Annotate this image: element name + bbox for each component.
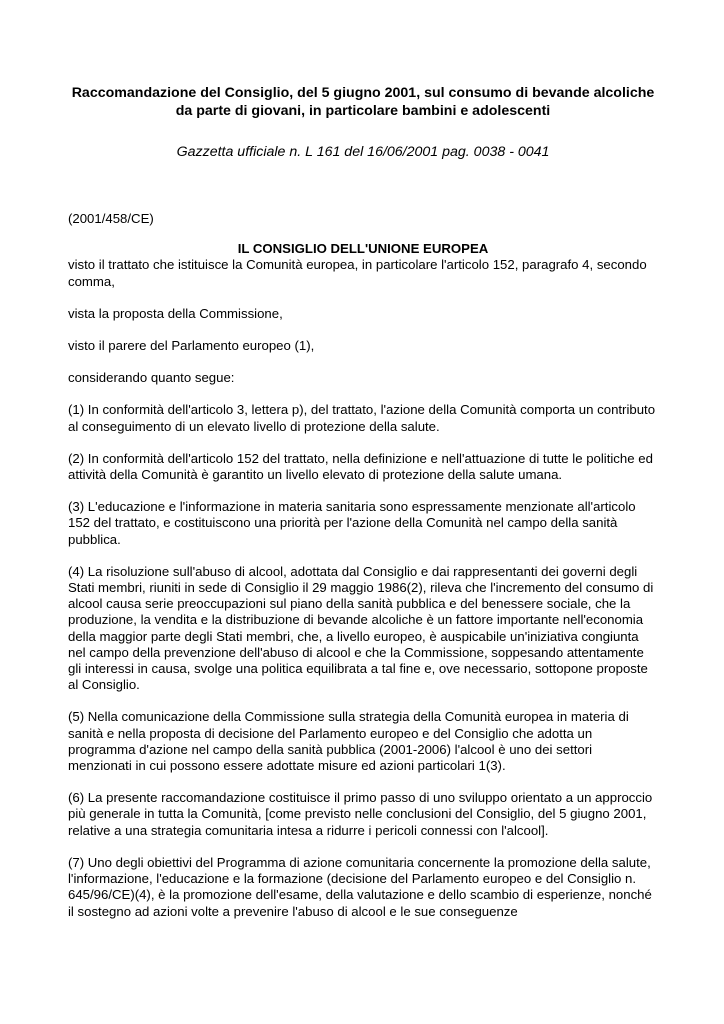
intro-paragraph: considerando quanto segue:	[68, 370, 235, 386]
recital-paragraph: (4) La risoluzione sull'abuso di alcool, adottata dal Consiglio e dai rappresentanti dei governi degli Stati membri, riuniti in sede di Consiglio il 29 maggio 1986(2), rileva che l'incremento del consumo di alcool causa serie preoccupazioni sul piano della sanità pubblica e del benessere sociale, che la produzione, la vendita e la distribuzione di bevande alcoliche è un fattore importante nell'economia della maggior parte degli Stati membri, che, a livello europeo, è auspicabile un'iniziativa congiunta nel campo della prevenzione dell'abuso di alcool e che la Commissione, soppesando attentamente gli interessi in causa, svolge una politica equilibrata a tal fine e, ove necessario, sottopone proposte al Consiglio.	[68, 563, 654, 693]
intro-paragraph: visto il parere del Parlamento europeo (1),	[68, 338, 315, 354]
document-source: Gazzetta ufficiale n. L 161 del 16/06/2001 pag. 0038 - 0041	[176, 144, 550, 160]
recital-paragraph: (3) L'educazione e l'informazione in materia sanitaria sono espressamente menzionate all'articolo 152 del trattato, e costituiscono una priorità per l'azione della Comunità nel campo della sanità pubblica.	[68, 499, 636, 547]
recital-paragraph: (6) La presente raccomandazione costituisce il primo passo di uno sviluppo orientato a un approccio più generale in tutta la Comunità, [come previsto nelle conclusioni del Consiglio, del 5 giugno 2001, relative a una strategia comunitaria intesa a ridurre i pericoli connessi con l'alcool].	[68, 790, 653, 838]
recital-paragraph: (5) Nella comunicazione della Commissione sulla strategia della Comunità europea in materia di sanità e nella proposta di decisione del Parlamento europeo e del Consiglio che adotta un programma d'azione nel campo della sanità pubblica (2001-2006) l'alcool è uno dei settori menzionati in cui possono essere adottate misure ed azioni particolari 1(3).	[68, 709, 629, 774]
document-page	[68, 84, 658, 936]
recital-paragraph: (7) Uno degli obiettivi del Programma di azione comunitaria concernente la promozione della salute, l'informazione, l'educazione e la formazione (decisione del Parlamento europeo e del Consiglio n. 645/96/CE)(4), è la promozione dell'esame, della valutazione e dello scambio di esperienze, nonché il sostegno ad azioni volte a prevenire l'abuso di alcool e le sue conseguenze	[68, 854, 652, 919]
council-heading: IL CONSIGLIO DELL'UNIONE EUROPEA	[237, 241, 489, 257]
recital-paragraph: (2) In conformità dell'articolo 152 del trattato, nella definizione e nell'attuazione di tutte le politiche ed attività della Comunità è garantito un livello elevato di protezione della salute umana.	[68, 450, 653, 483]
document-title: Raccomandazione del Consiglio, del 5 giugno 2001, sul consumo di bevande alcoliche da parte di giovani, in particolare bambini e adolescenti	[71, 85, 655, 119]
intro-section	[68, 257, 658, 386]
intro-paragraph: visto il trattato che istituisce la Comunità europea, in particolare l'articolo 152, paragrafo 4, secondo comma,	[68, 257, 647, 289]
recital-paragraph: (1) In conformità dell'articolo 3, lettera p), del trattato, l'azione della Comunità comporta un contributo al conseguimento di un elevato livello di protezione della salute.	[68, 402, 656, 434]
intro-paragraph: vista la proposta della Commissione,	[68, 305, 283, 321]
document-reference: (2001/458/CE)	[68, 211, 154, 226]
recitals-section	[68, 402, 658, 919]
